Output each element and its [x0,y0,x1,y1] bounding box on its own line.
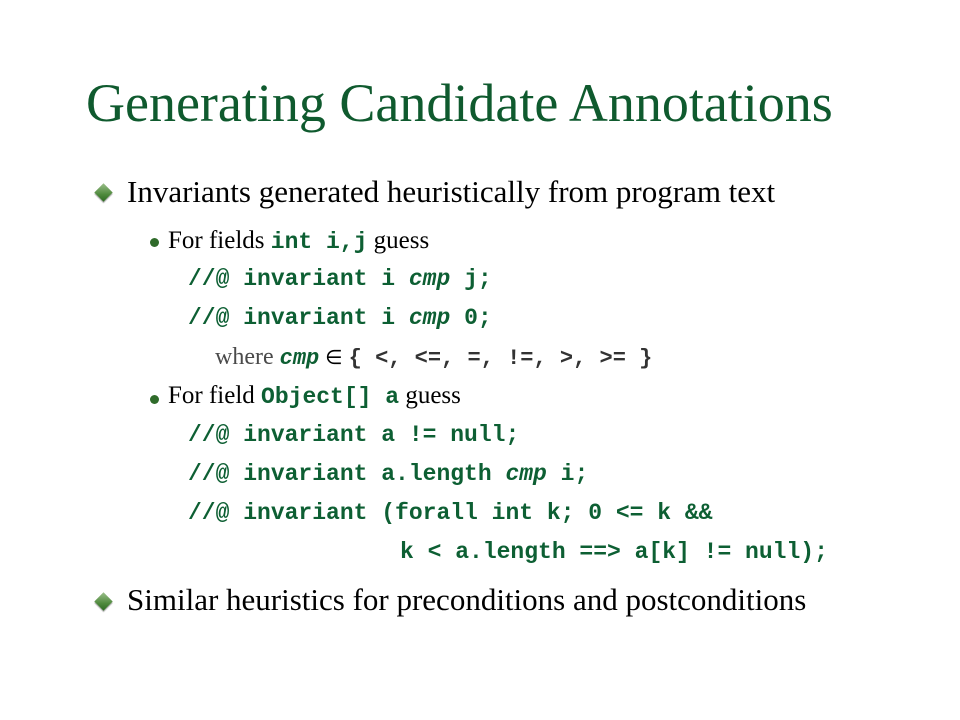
element-of-symbol: ∈ [325,345,343,369]
code-line-invariant-i-j [188,266,492,292]
slide-title: Generating Candidate Annotations [86,73,833,133]
diamond-bullet-icon [94,183,112,201]
bullet-similar-heuristics: Similar heuristics for preconditions and postconditions [127,582,807,617]
cmp-keyword: cmp [279,346,320,371]
sub-bullet-field [168,382,461,410]
diamond-bullet-icon [94,592,112,610]
code-line-invariant-i-0 [188,305,492,331]
code-text: i; [546,461,589,487]
where-label: where [215,344,274,370]
code-text: //@ invariant a.length [188,461,506,487]
code-line-a-length [188,461,588,487]
sub-bullet-fields-suffix: guess [373,227,430,254]
sub-bullet-fields [168,227,429,255]
sub-bullet-fields-prefix: For fields [168,227,265,254]
cmp-keyword: cmp [408,305,451,331]
round-bullet-icon [150,238,159,247]
round-bullet-icon [150,395,159,404]
code-text: 0; [450,305,492,331]
cmp-keyword: cmp [408,266,451,292]
code-text: j; [450,266,492,292]
field-code: Object[] a [261,384,400,410]
code-line-a-not-null: //@ invariant a != null; [188,422,520,448]
comparison-set: { <, <=, =, !=, >, >= } [348,346,653,371]
code-line-forall-continued: k < a.length ==> a[k] != null); [400,539,828,565]
bullet-invariants: Invariants generated heuristically from program text [127,174,776,209]
code-text: //@ invariant i [188,305,409,331]
where-clause [215,344,652,371]
code-line-forall: //@ invariant (forall int k; 0 <= k && [188,500,713,526]
fields-code: int i,j [270,229,368,255]
sub-bullet-field-suffix: guess [405,382,461,409]
sub-bullet-field-prefix: For field [168,382,255,409]
cmp-keyword: cmp [505,461,547,487]
code-text: //@ invariant i [188,266,409,292]
